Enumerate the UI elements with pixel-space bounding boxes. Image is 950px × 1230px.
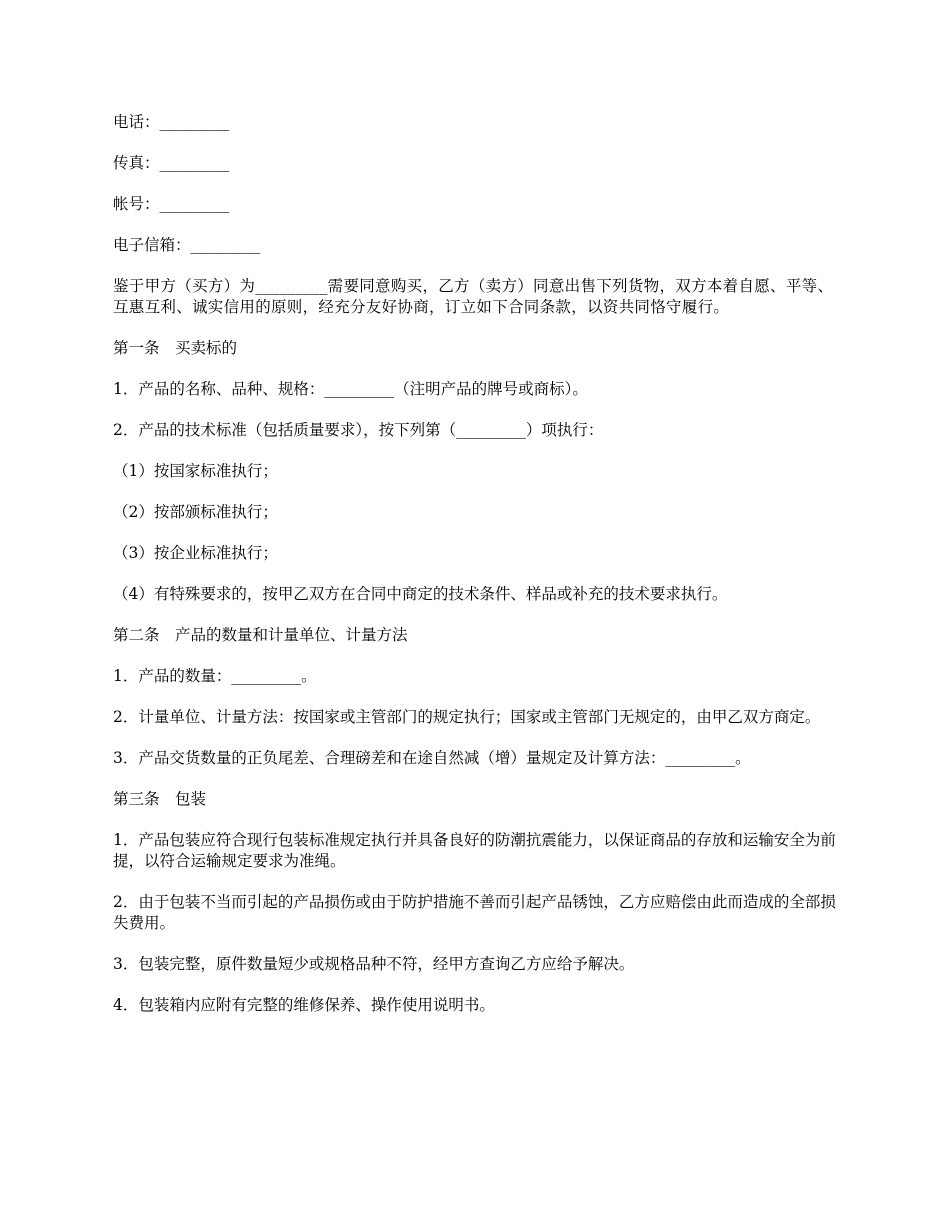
article3-item3: 3．包装完整，原件数量短少或规格品种不符，经甲方查询乙方应给予解决。 [113,955,635,973]
article1-item1: 1．产品的名称、品种、规格：_________（注明产品的牌号或商标）。 [113,380,588,398]
article1-option4: （4）有特殊要求的，按甲乙双方在合同中商定的技术条件、样品或补充的技术要求执行。 [113,585,728,603]
document-page [113,112,841,1036]
article3-item2: 2．由于包装不当而引起的产品损伤或由于防护措施不善而引起产品锈蚀，乙方应赔偿由此而造成的全部损失费用。 [113,893,836,932]
contact-phone: 电话：_________ [113,113,230,131]
article2-heading: 第二条 产品的数量和计量单位、计量方法 [113,626,408,644]
article2-item3: 3．产品交货数量的正负尾差、合理磅差和在途自然减（增）量规定及计算方法：_________。 [113,749,751,767]
article1-heading: 第一条 买卖标的 [113,339,238,357]
article3-item4: 4．包装箱内应附有完整的维修保养、操作使用说明书。 [113,996,495,1014]
article3-item1: 1．产品包装应符合现行包装标准规定执行并具备良好的防潮抗震能力，以保证商品的存放和运输安全为前提，以符合运输规定要求为准绳。 [113,831,836,870]
contact-account: 帐号：_________ [113,195,230,213]
preamble-paragraph: 鉴于甲方（买方）为_________需要同意购买，乙方（卖方）同意出售下列货物，双方本着自愿、平等、互惠互利、诚实信用的原则，经充分友好协商，订立如下合同条款，以资共同恪守履行。 [113,277,834,316]
contact-fax: 传真：_________ [113,154,230,172]
contact-email: 电子信箱：_________ [113,236,261,254]
article1-option1: （1）按国家标准执行； [113,462,278,480]
article2-item1: 1．产品的数量：_________。 [113,667,317,685]
article1-item2: 2．产品的技术标准（包括质量要求），按下列第（_________）项执行： [113,421,604,439]
article2-item2: 2．计量单位、计量方法：按国家或主管部门的规定执行；国家或主管部门无规定的，由甲乙双方商定。 [113,708,821,726]
article1-option3: （3）按企业标准执行； [113,544,278,562]
article3-heading: 第三条 包装 [113,790,207,808]
article1-option2: （2）按部颁标准执行； [113,503,278,521]
